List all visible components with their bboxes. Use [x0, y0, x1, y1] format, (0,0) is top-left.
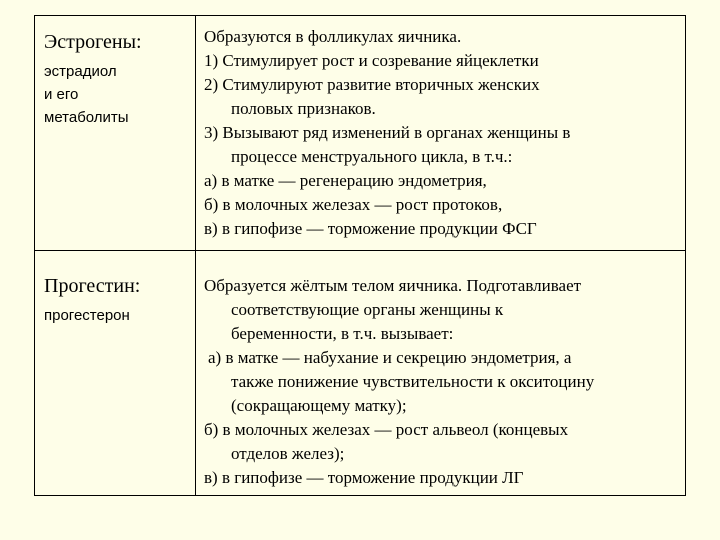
estrogen-description-cell [196, 16, 685, 250]
estrogen-sub-line: эстрадиол [44, 63, 117, 80]
description-line: также понижение чувствительности к окситоцину [231, 372, 595, 391]
description-line: процессе менструального цикла, в т.ч.: [231, 147, 513, 166]
estrogen-sub-line: метаболиты [44, 109, 129, 126]
description-line: 3) Вызывают ряд изменений в органах женщины в [204, 123, 571, 142]
progestin-title: Прогестин: [44, 275, 141, 297]
description-line: в) в гипофизе — торможение продукции ФСГ [204, 219, 537, 238]
estrogen-sub-line: и его [44, 86, 79, 103]
description-line: половых признаков. [231, 99, 376, 118]
description-line: соответствующие органы женщины к [231, 300, 504, 319]
estrogen-name-cell [35, 16, 195, 250]
description-line: беременности, в т.ч. вызывает: [231, 324, 454, 343]
description-line: б) в молочных железах — рост альвеол (концевых [204, 420, 569, 439]
description-line: (сокращающему матку); [231, 396, 407, 415]
estrogen-title: Эстрогены: [44, 31, 142, 53]
description-line: 1) Стимулирует рост и созревание яйцеклетки [204, 51, 539, 70]
progestin-name-cell [35, 251, 195, 495]
progestin-description-cell [196, 251, 685, 495]
description-line: в) в гипофизе — торможение продукции ЛГ [204, 468, 524, 487]
description-line: а) в матке — регенерацию эндометрия, [204, 171, 487, 190]
description-line: Образуется жёлтым телом яичника. Подготавливает [204, 276, 582, 295]
hormone-table [34, 15, 686, 496]
description-line: б) в молочных железах — рост протоков, [204, 195, 503, 214]
description-line: Образуются в фолликулах яичника. [204, 27, 462, 46]
description-line: отделов желез); [231, 444, 345, 463]
description-line: 2) Стимулируют развитие вторичных женских [204, 75, 540, 94]
description-line: а) в матке — набухание и секрецию эндометрия, а [208, 348, 572, 367]
progestin-sub-line: прогестерон [44, 307, 130, 324]
